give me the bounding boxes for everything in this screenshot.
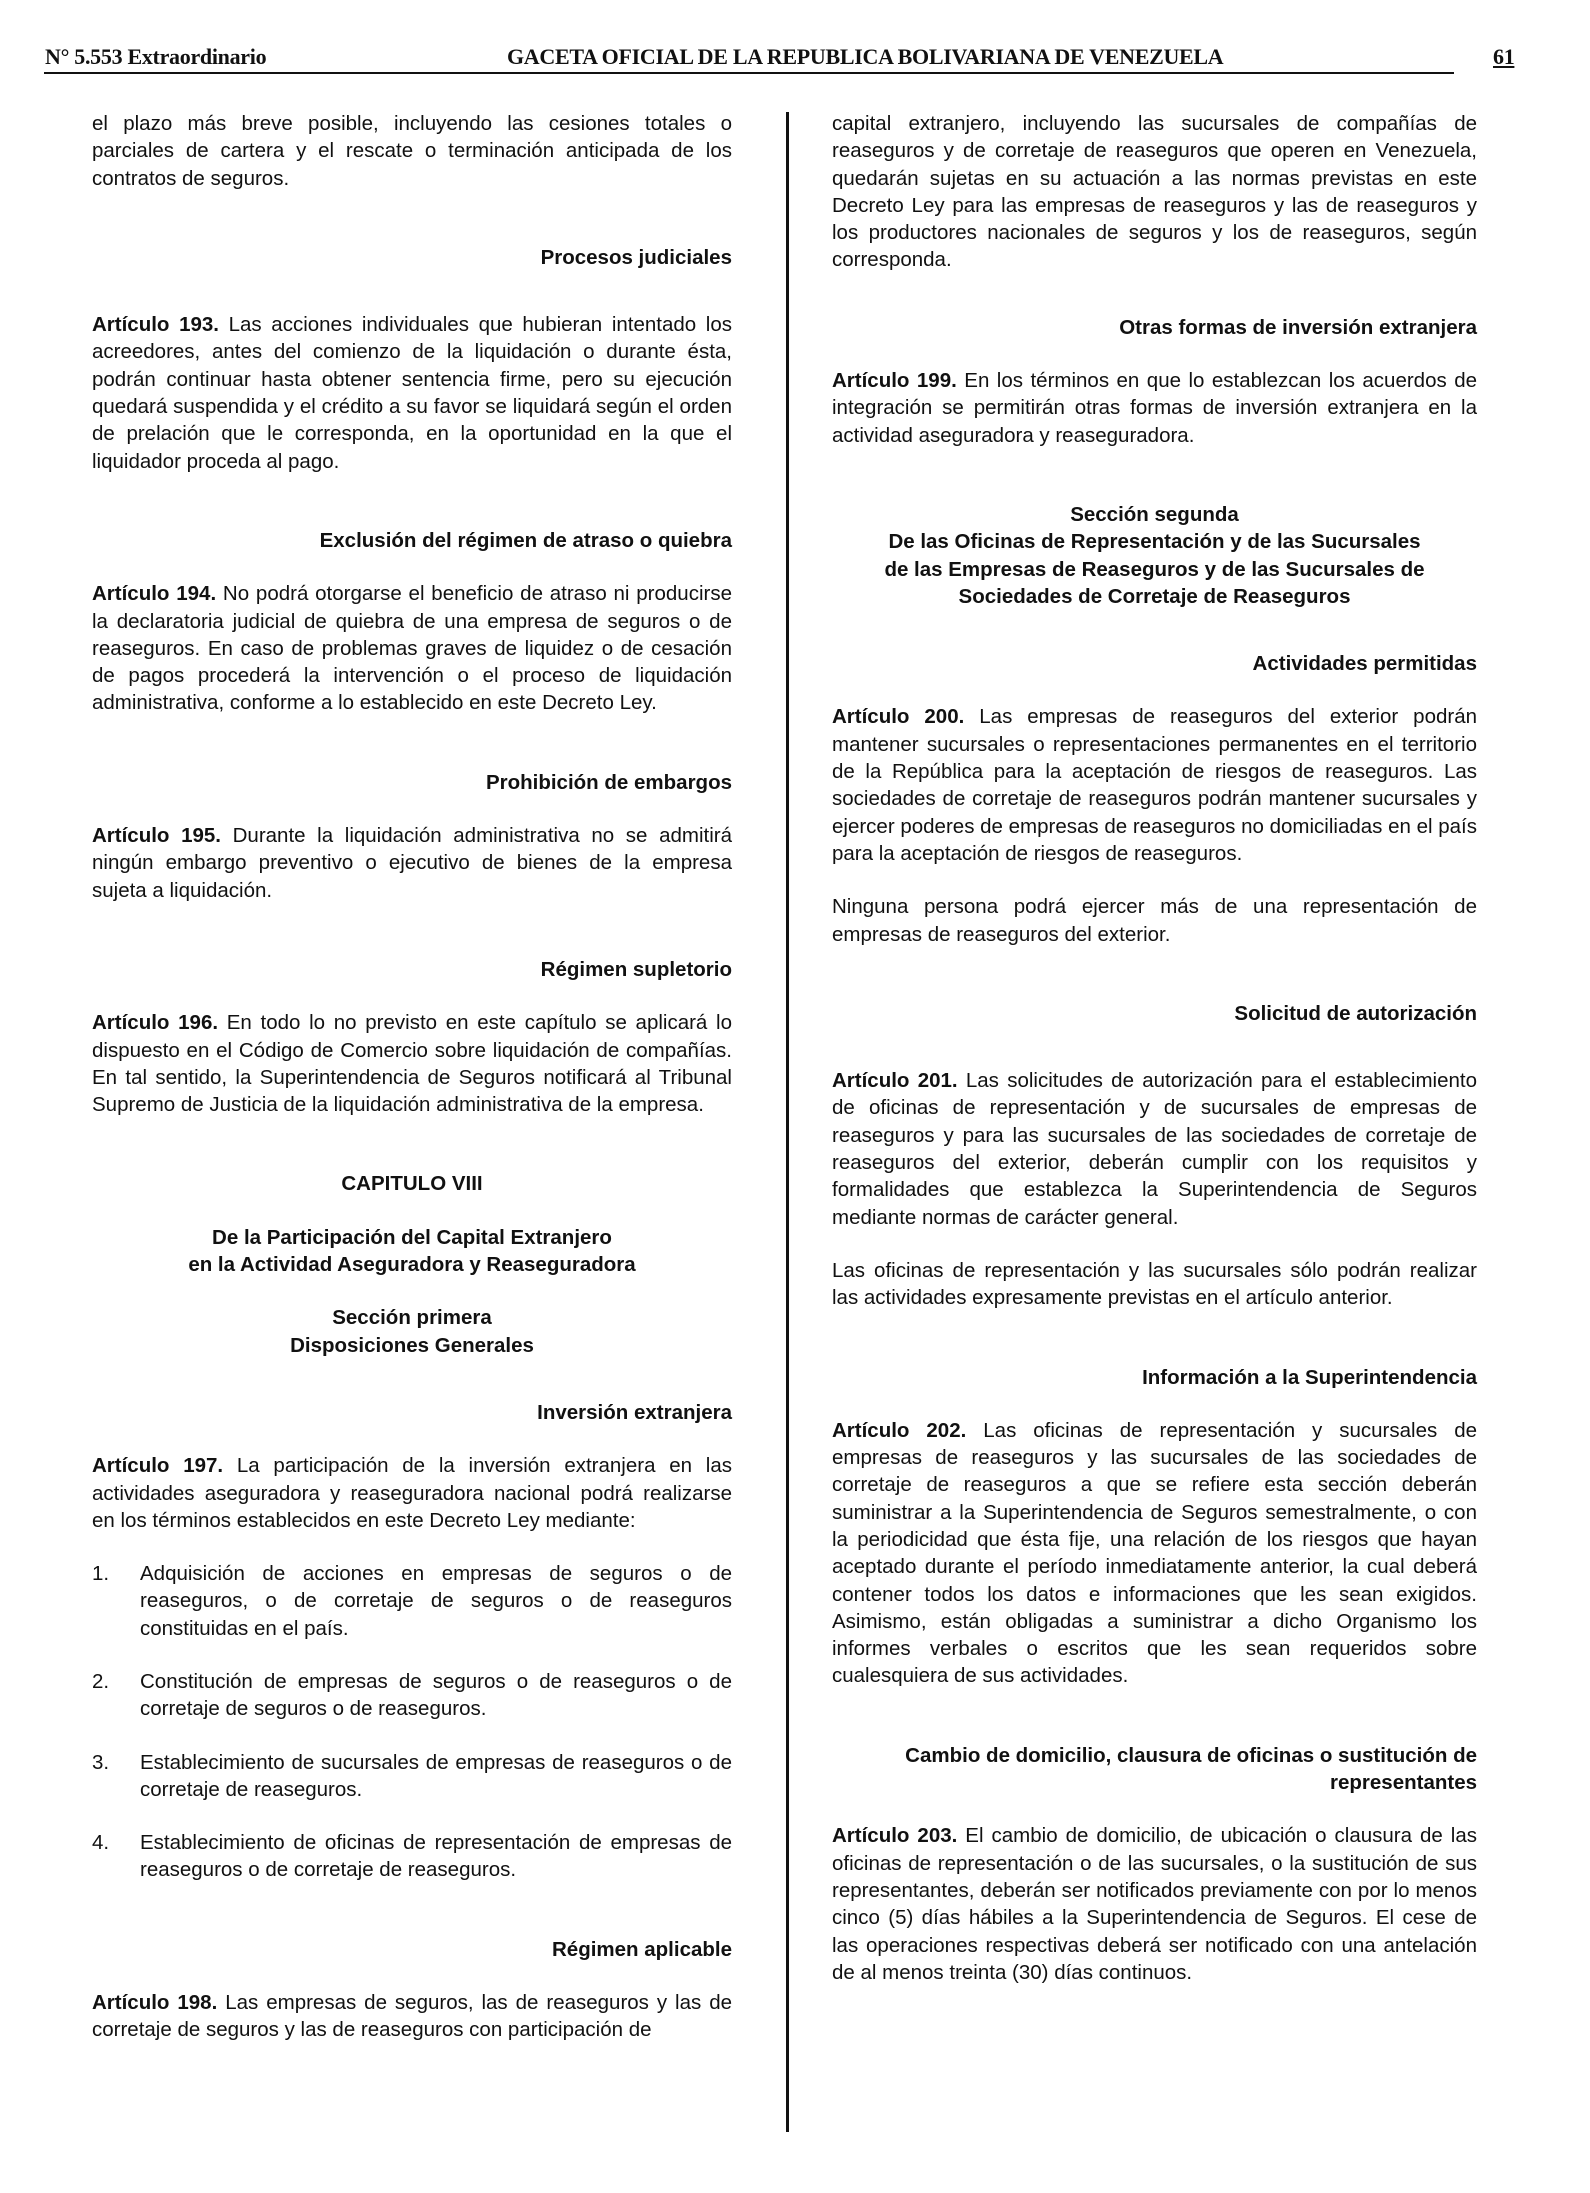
heading-otras-formas: Otras formas de inversión extranjera [1119,315,1477,339]
list-item-number: 4. [92,1831,110,1855]
left-column [92,110,732,2044]
article-number: Artículo 196. [92,1011,219,1035]
chapter-title-line-2: en la Actividad Aseguradora y Reaseguradora [188,1253,636,1277]
right-column [832,110,1477,1986]
article-199 [832,367,1477,449]
article-text: Las empresas de reaseguros del exterior podrán mantener sucursales o representaciones permanentes en el territorio de la República para la aceptación de riesgos de reaseguros. Las sociedades de corretaje de reaseguros podrán mantener sucursales y ejercer poderes de empresas de reaseguros no domiciliadas en el país para la aceptación de riesgos de reaseguros. [832,705,1477,865]
article-197 [92,1452,732,1534]
page-header [45,44,1545,72]
article-number: Artículo 193. [92,313,219,337]
list-item [92,1560,732,1642]
article-200-paragraph-2: Ninguna persona podrá ejercer más de una representación de empresas de reaseguros del exterior. [832,895,1477,946]
page-number: 61 [1493,44,1515,69]
article-198 [92,1989,732,2044]
article-202 [832,1417,1477,1690]
list-item-text: Adquisición de acciones en empresas de seguros o de reaseguros, o de corretaje de seguros o de reaseguros constituidas en el país. [140,1562,732,1640]
article-number: Artículo 199. [832,369,957,393]
issue-number: N° 5.553 Extraordinario [45,44,267,69]
article-number: Artículo 198. [92,1991,218,2015]
list-item-text: Establecimiento de oficinas de representación de empresas de reaseguros o de corretaje de reaseguros. [140,1831,732,1882]
article-193 [92,311,732,475]
heading-solicitud-autorizacion: Solicitud de autorización [1234,1001,1477,1025]
article-text: No podrá otorgarse el beneficio de atraso ni producirse la declaratoria judicial de quiebra de una empresa de seguros o de reaseguros. En caso de problemas graves de liquidez o de cesación de pagos procederá la intervención o el proceso de liquidación administrativa, conforme a lo establecido en este Decreto Ley. [92,582,732,715]
heading-informacion-superintendencia: Información a la Superintendencia [1142,1365,1477,1389]
heading-actividades-permitidas: Actividades permitidas [1252,652,1477,676]
section-number: Sección segunda [1070,502,1239,526]
section-title-line-1: De las Oficinas de Representación y de las Sucursales [888,530,1421,554]
article-201 [832,1067,1477,1231]
heading-cambio-line-1: Cambio de domicilio, clausura de oficinas o sustitución de [905,1743,1477,1767]
article-text: El cambio de domicilio, de ubicación o clausura de las oficinas de representación o de las sucursales, o la sustitución de sus representantes, deberán ser notificados previamente con por lo menos cinco (5) días hábiles a la Superintendencia de Seguros. El cese de las operaciones respectivas deberá ser notificado con una antelación de al menos treinta (30) días continuos. [832,1824,1477,1984]
section-number: Sección primera [332,1306,492,1330]
list-item-number: 3. [92,1750,110,1774]
article-number: Artículo 195. [92,824,221,848]
list-item [92,1668,732,1723]
article-text: Las oficinas de representación y sucursales de empresas de reaseguros y las sucursales de las sociedades de corretaje de reaseguros a que se refiere esta sección deberán suministrar a la Superintendencia de Seguros semestralmente, o con la periodicidad que ésta fije, una relación de los riesgos que hayan aceptado durante el período inmediatamente anterior, la cual deberá contener todos los datos e informaciones que les sean exigidos. Asimismo, están obligadas a suministrar a dicho Organismo los informes verbales o escritos que les sean requeridos sobre cualesquiera de sus actividades. [832,1418,1477,1688]
article-number: Artículo 203. [832,1824,958,1848]
article-number: Artículo 194. [92,582,217,606]
column-divider [786,112,789,2132]
article-number: Artículo 202. [832,1418,967,1442]
article-text: Durante la liquidación administrativa no se admitirá ningún embargo preventivo o ejecutivo de bienes de la empresa sujeta a liquidación. [92,824,732,902]
header-rule [44,72,1454,74]
continuation-paragraph: capital extranjero, incluyendo las sucursales de compañías de reaseguros y de corretaje de reaseguros que operen en Venezuela, quedarán sujetas en su actuación a las normas previstas en este Decreto Ley para las empresas de reaseguros y las de reaseguros y los productores nacionales de seguros y los de reaseguros, según corresponda. [832,112,1477,272]
heading-prohibicion-embargos: Prohibición de embargos [485,770,732,794]
intro-paragraph: el plazo más breve posible, incluyendo las cesiones totales o parciales de cartera y el rescate o terminación anticipada de los contratos de seguros. [92,112,732,190]
article-text: Las empresas de seguros, las de reaseguros y las de corretaje de seguros y las de reaseguros con participación de [92,1991,732,2042]
article-194 [92,580,732,716]
section-title-line-2: de las Empresas de Reaseguros y de las Sucursales de [884,557,1425,581]
article-number: Artículo 197. [92,1454,224,1478]
heading-regimen-supletorio: Régimen supletorio [540,957,732,981]
heading-procesos-judiciales: Procesos judiciales [540,245,732,269]
section-title-line-3: Sociedades de Corretaje de Reaseguros [958,584,1351,608]
heading-cambio-line-2: representantes [1330,1771,1477,1795]
list-item [92,1749,732,1804]
article-196 [92,1009,732,1118]
article-text: Las solicitudes de autorización para el establecimiento de oficinas de representación y de sucursales de empresas de reaseguros y para las sucursales de las sociedades de corretaje de reaseguros del exterior, deberán cumplir con los requisitos y formalidades que establezca la Superintendencia de Seguros mediante normas de carácter general. [832,1069,1477,1229]
article-text: La participación de la inversión extranjera en las actividades aseguradora y reaseguradora nacional podrá realizarse en los términos establecidos en este Decreto Ley mediante: [92,1454,732,1532]
section-title: Disposiciones Generales [290,1333,534,1357]
article-195 [92,822,732,904]
article-number: Artículo 200. [832,705,965,729]
investment-list [92,1560,732,1884]
heading-exclusion: Exclusión del régimen de atraso o quiebra [319,528,732,552]
article-203 [832,1822,1477,1986]
article-text: Las acciones individuales que hubieran intentado los acreedores, antes del comienzo de la liquidación o durante ésta, podrán continuar hasta obtener sentencia firme, pero su ejecución quedará suspendida y el crédito a su favor se liquidará según el orden de prelación que le corresponda, en la oportunidad en la que el liquidador proceda al pago. [92,313,732,473]
chapter-number: CAPITULO VIII [341,1172,483,1196]
list-item [92,1829,732,1884]
list-item-number: 1. [92,1562,110,1586]
article-text: En los términos en que lo establezcan los acuerdos de integración se permitirán otras formas de inversión extranjera en la actividad aseguradora y reaseguradora. [832,369,1477,447]
list-item-number: 2. [92,1669,110,1693]
heading-regimen-aplicable: Régimen aplicable [551,1937,732,1961]
article-201-paragraph-2: Las oficinas de representación y las sucursales sólo podrán realizar las actividades expresamente previstas en el artículo anterior. [832,1258,1477,1310]
article-200 [832,703,1477,867]
article-number: Artículo 201. [832,1069,958,1093]
article-text: En todo lo no previsto en este capítulo se aplicará lo dispuesto en el Código de Comercio sobre liquidación de compañías. En tal sentido, la Superintendencia de Seguros notificará al Tribunal Supremo de Justicia de la liquidación administrativa de la empresa. [92,1011,732,1117]
list-item-text: Establecimiento de sucursales de empresas de reaseguros o de corretaje de reaseguros. [140,1750,732,1801]
chapter-title-line-1: De la Participación del Capital Extranjero [212,1225,612,1249]
list-item-text: Constitución de empresas de seguros o de reaseguros o de corretaje de seguros o de reaseguros. [140,1669,732,1721]
heading-inversion-extranjera: Inversión extranjera [537,1400,732,1424]
masthead: GACETA OFICIAL DE LA REPUBLICA BOLIVARIANA DE VENEZUELA [507,44,1224,69]
